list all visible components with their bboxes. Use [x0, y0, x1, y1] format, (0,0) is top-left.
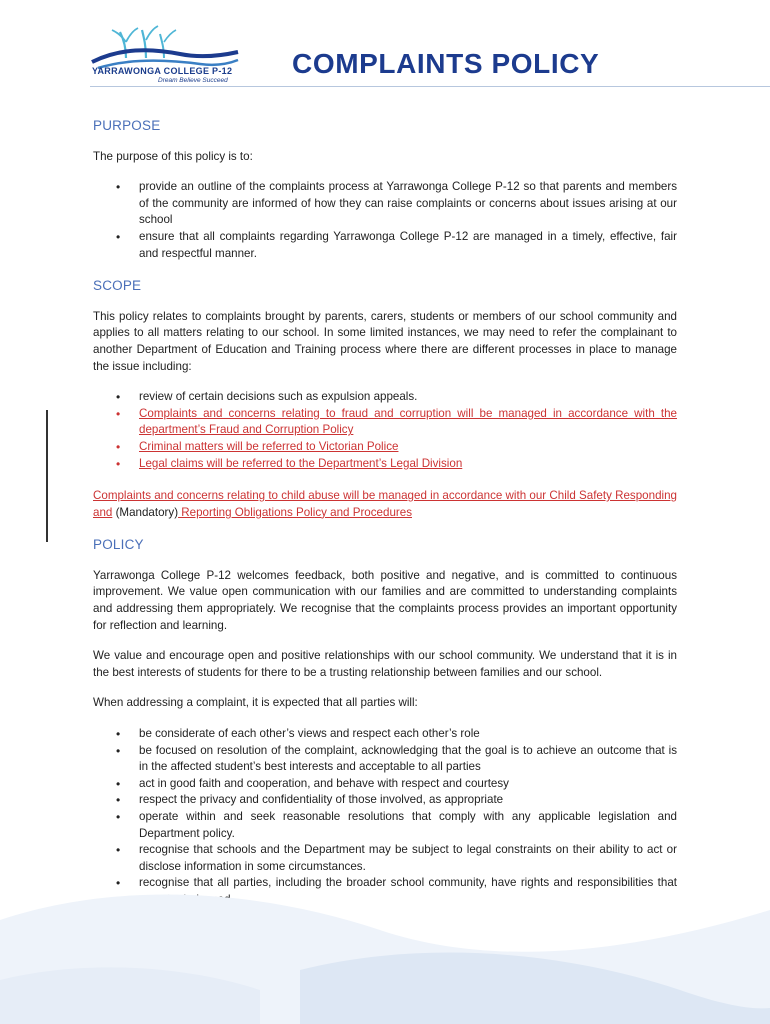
policy-para-2: We value and encourage open and positive relationships with our school community. We understand that it is in the best interests of students for there to be a trusting relationship between families and our school. [93, 649, 677, 679]
document-body [93, 118, 677, 909]
purpose-list [93, 179, 677, 262]
child-abuse-link-part2[interactable]: Reporting Obligations Policy and Procedures [178, 505, 412, 519]
list-item: • recognise that all parties, including the broader school community, have rights and responsibilities that [93, 875, 677, 908]
child-abuse-link-part1[interactable]: Complaints and concerns relating to child abuse will be managed in accordance with our Child Safety Responding and [93, 489, 677, 519]
list-item-tracked: • Legal claims will be referred to the Department’s Legal Division [93, 456, 677, 473]
scope-list [93, 389, 677, 472]
list-item: • review of certain decisions such as expulsion appeals. [93, 389, 677, 406]
list-item: • ensure that all complaints regarding Yarrawonga College P-12 are managed in a timely, effective, fair and respectful manner. [93, 229, 677, 262]
policy-para-3: When addressing a complaint, it is expected that all parties will: [93, 696, 418, 710]
purpose-heading: PURPOSE [93, 118, 161, 133]
scope-intro: This policy relates to complaints brought by parents, carers, students or members of our school community and applies to all matters relating to our school. In some limited instances, we may need to refer the complainant to another Department of Education and Training process where there are different processes in place to manage the issue including: [93, 309, 677, 373]
list-item: • respect the privacy and confidentiality of those involved, as appropriate [93, 792, 677, 809]
list-item: • provide an outline of the complaints process at Yarrawonga College P-12 so that parents and members of the community are informed of how they can raise complaints or concerns about issues arising at our school [93, 179, 677, 229]
change-bar [46, 410, 48, 542]
purpose-intro: The purpose of this policy is to: [93, 149, 253, 163]
list-item: • be focused on resolution of the complaint, acknowledging that the goal is to achieve an outcome that is in the affected student’s best interests and acceptable to all parties [93, 743, 677, 776]
child-abuse-mandatory: (Mandatory) [112, 505, 179, 519]
list-item-tracked: • Criminal matters will be referred to Victorian Police [93, 439, 677, 456]
document-title: COMPLAINTS POLICY [292, 48, 600, 79]
list-item: • recognise that schools and the Department may be subject to legal constraints on their ability to act or disclose information in some circumstances. [93, 842, 677, 875]
policy-para-1: Yarrawonga College P-12 welcomes feedback, both positive and negative, and is committed to continuous improvement. We value open communication with our families and are committed to understanding complaints and addressing them appropriately. We recognise that the complaints process provides an important opportunity for reflection and learning. [93, 568, 677, 632]
footer-wave-decoration [0, 880, 770, 1024]
school-name: YARRAWONGA COLLEGE P-12 [92, 66, 233, 76]
school-motto: Dream Believe Succeed [158, 77, 228, 84]
list-item: • operate within and seek reasonable resolutions that comply with any applicable legislation and Department policy. [93, 809, 677, 842]
list-item: • act in good faith and cooperation, and behave with respect and courtesy [93, 776, 677, 793]
list-item-tracked: • Complaints and concerns relating to fraud and corruption will be managed in accordance with the department’s Fraud and Corruption Policy [93, 406, 677, 439]
child-abuse-note [93, 488, 677, 521]
list-item: • be considerate of each other’s views and respect each other’s role [93, 726, 677, 743]
scope-heading: SCOPE [93, 278, 142, 294]
policy-heading: POLICY [93, 537, 144, 553]
header-divider [90, 86, 770, 87]
